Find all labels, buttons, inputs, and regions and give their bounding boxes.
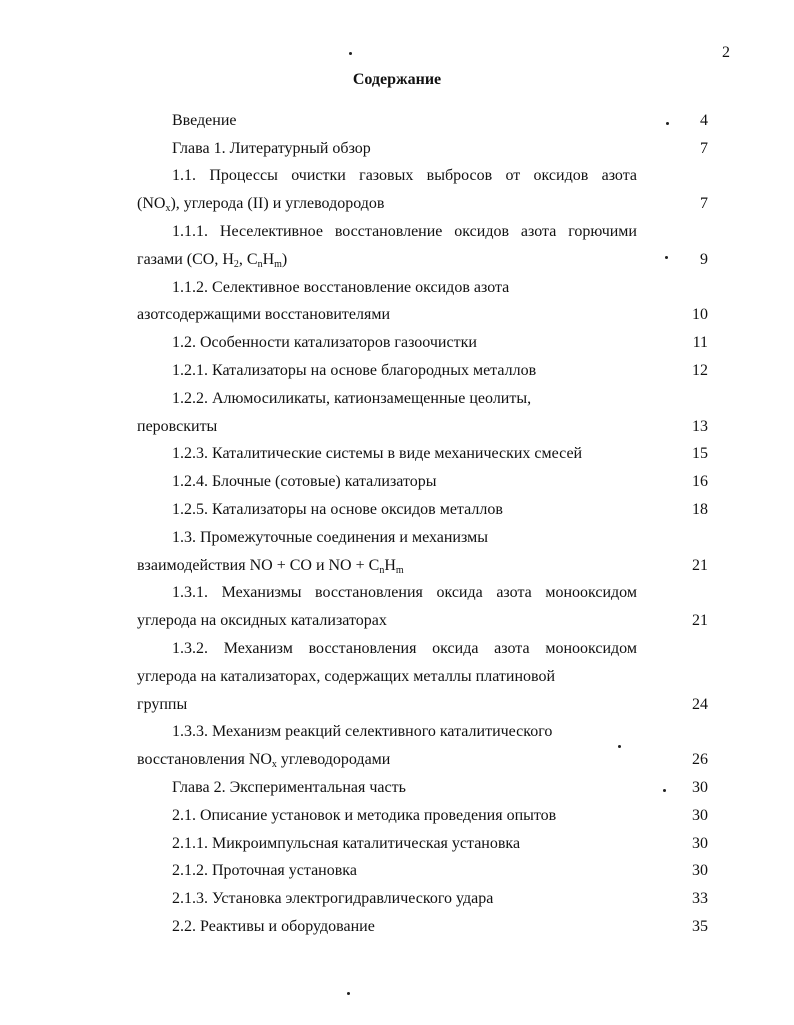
toc-entry-text-line2: углерода на оксидных катализаторах xyxy=(137,612,387,629)
toc-entry-text-line1: 1.2.2. Алюмосиликаты, катионзамещенные цеолиты, xyxy=(172,390,532,407)
toc-entry-text-line2: азотсодержащими восстановителями xyxy=(137,306,391,323)
page-title: Содержание xyxy=(352,71,442,88)
toc-entry-page: 30 xyxy=(692,862,708,879)
toc-entry-page: 21 xyxy=(692,557,708,574)
page-number: 2 xyxy=(722,44,730,61)
toc-entry-page: 35 xyxy=(692,918,708,935)
toc-entry-text: Глава 1. Литературный обзор xyxy=(172,140,371,157)
toc-entry-page: 33 xyxy=(692,890,708,907)
toc-entry-text-line1: 1.3.2. Механизм восстановления оксида азота монооксидом xyxy=(172,640,637,657)
toc-entry-text-line1: 1.1.2. Селективное восстановление оксидов азота xyxy=(172,279,510,296)
toc-entry-page: 30 xyxy=(692,807,708,824)
toc-entry-text: 1.2. Особенности катализаторов газоочистки xyxy=(172,334,477,351)
toc-entry-text-line3: группы xyxy=(137,696,188,713)
toc-entry-page: 21 xyxy=(692,612,708,629)
scan-speck xyxy=(349,52,352,55)
toc-entry-text: Глава 2. Экспериментальная часть xyxy=(172,779,406,796)
toc-entry-text: 1.2.5. Катализаторы на основе оксидов металлов xyxy=(172,501,503,518)
toc-entry-text-line2: перовскиты xyxy=(137,418,218,435)
toc-entry-text: 2.1.2. Проточная установка xyxy=(172,862,357,879)
toc-entry-page: 30 xyxy=(692,835,708,852)
toc-entry-text-line2: восстановления $NO_x$ углеводородами xyxy=(137,751,391,770)
toc-entry-text: 2.1.1. Микроимпульсная каталитическая установка xyxy=(172,835,521,852)
toc-entry-text-line1: 1.3.3. Механизм реакций селективного каталитического xyxy=(172,723,553,740)
toc-entry-text: 1.2.3. Каталитические системы в виде механических смесей xyxy=(172,445,583,462)
toc-entry-page: 11 xyxy=(692,334,708,351)
scan-speck xyxy=(665,256,668,259)
toc-entry-page: 12 xyxy=(692,362,708,379)
toc-entry-text-line2: углерода на катализаторах, содержащих металлы платиновой xyxy=(137,668,556,685)
toc-entry-page: 24 xyxy=(692,696,708,713)
toc-entry-text-line1: 1.1. Процессы очистки газовых выбросов от оксидов азота xyxy=(172,167,637,184)
toc-entry-text-line1: 1.3. Промежуточные соединения и механизмы xyxy=(172,529,488,546)
scan-speck xyxy=(663,789,666,792)
toc-entry-page: 15 xyxy=(692,445,708,462)
toc-entry-page: 9 xyxy=(700,251,708,268)
toc-entry-page: 13 xyxy=(692,418,708,435)
toc-entry-text: Введение xyxy=(172,112,237,129)
toc-entry-page: 26 xyxy=(692,751,708,768)
toc-entry-text: 1.2.4. Блочные (сотовые) катализаторы xyxy=(172,473,437,490)
toc-entry-page: 4 xyxy=(700,112,708,129)
scan-speck xyxy=(347,992,350,995)
toc-entry-page: 30 xyxy=(692,779,708,796)
toc-entry-text: 2.1. Описание установок и методика проведения опытов xyxy=(172,807,557,824)
toc-entry-text: 2.1.3. Установка электрогидравлического удара xyxy=(172,890,494,907)
toc-entry-text-line2: газами (CO, $H_2$, $C_nH_m$) xyxy=(137,251,288,270)
toc-entry-text-line2: взаимодействия NO + CO и NO + $C_nH_m$ xyxy=(137,557,404,576)
toc-entry-text-line1: 1.1.1. Неселективное восстановление оксидов азота горючими xyxy=(172,223,637,240)
toc-entry-page: 10 xyxy=(692,306,708,323)
toc-entry-page: 7 xyxy=(700,195,708,212)
toc-entry-text: 1.2.1. Катализаторы на основе благородных металлов xyxy=(172,362,537,379)
toc-entry-page: 7 xyxy=(700,140,708,157)
toc-entry-page: 18 xyxy=(692,501,708,518)
scan-speck xyxy=(666,122,669,125)
toc-entry-text: 2.2. Реактивы и оборудование xyxy=(172,918,375,935)
toc-entry-page: 16 xyxy=(692,473,708,490)
toc-entry-text-line1: 1.3.1. Механизмы восстановления оксида азота монооксидом xyxy=(172,584,637,601)
scan-speck xyxy=(618,745,621,748)
toc-entry-text-line2: $(NO_x)$, углерода (II) и углеводородов xyxy=(137,195,385,214)
